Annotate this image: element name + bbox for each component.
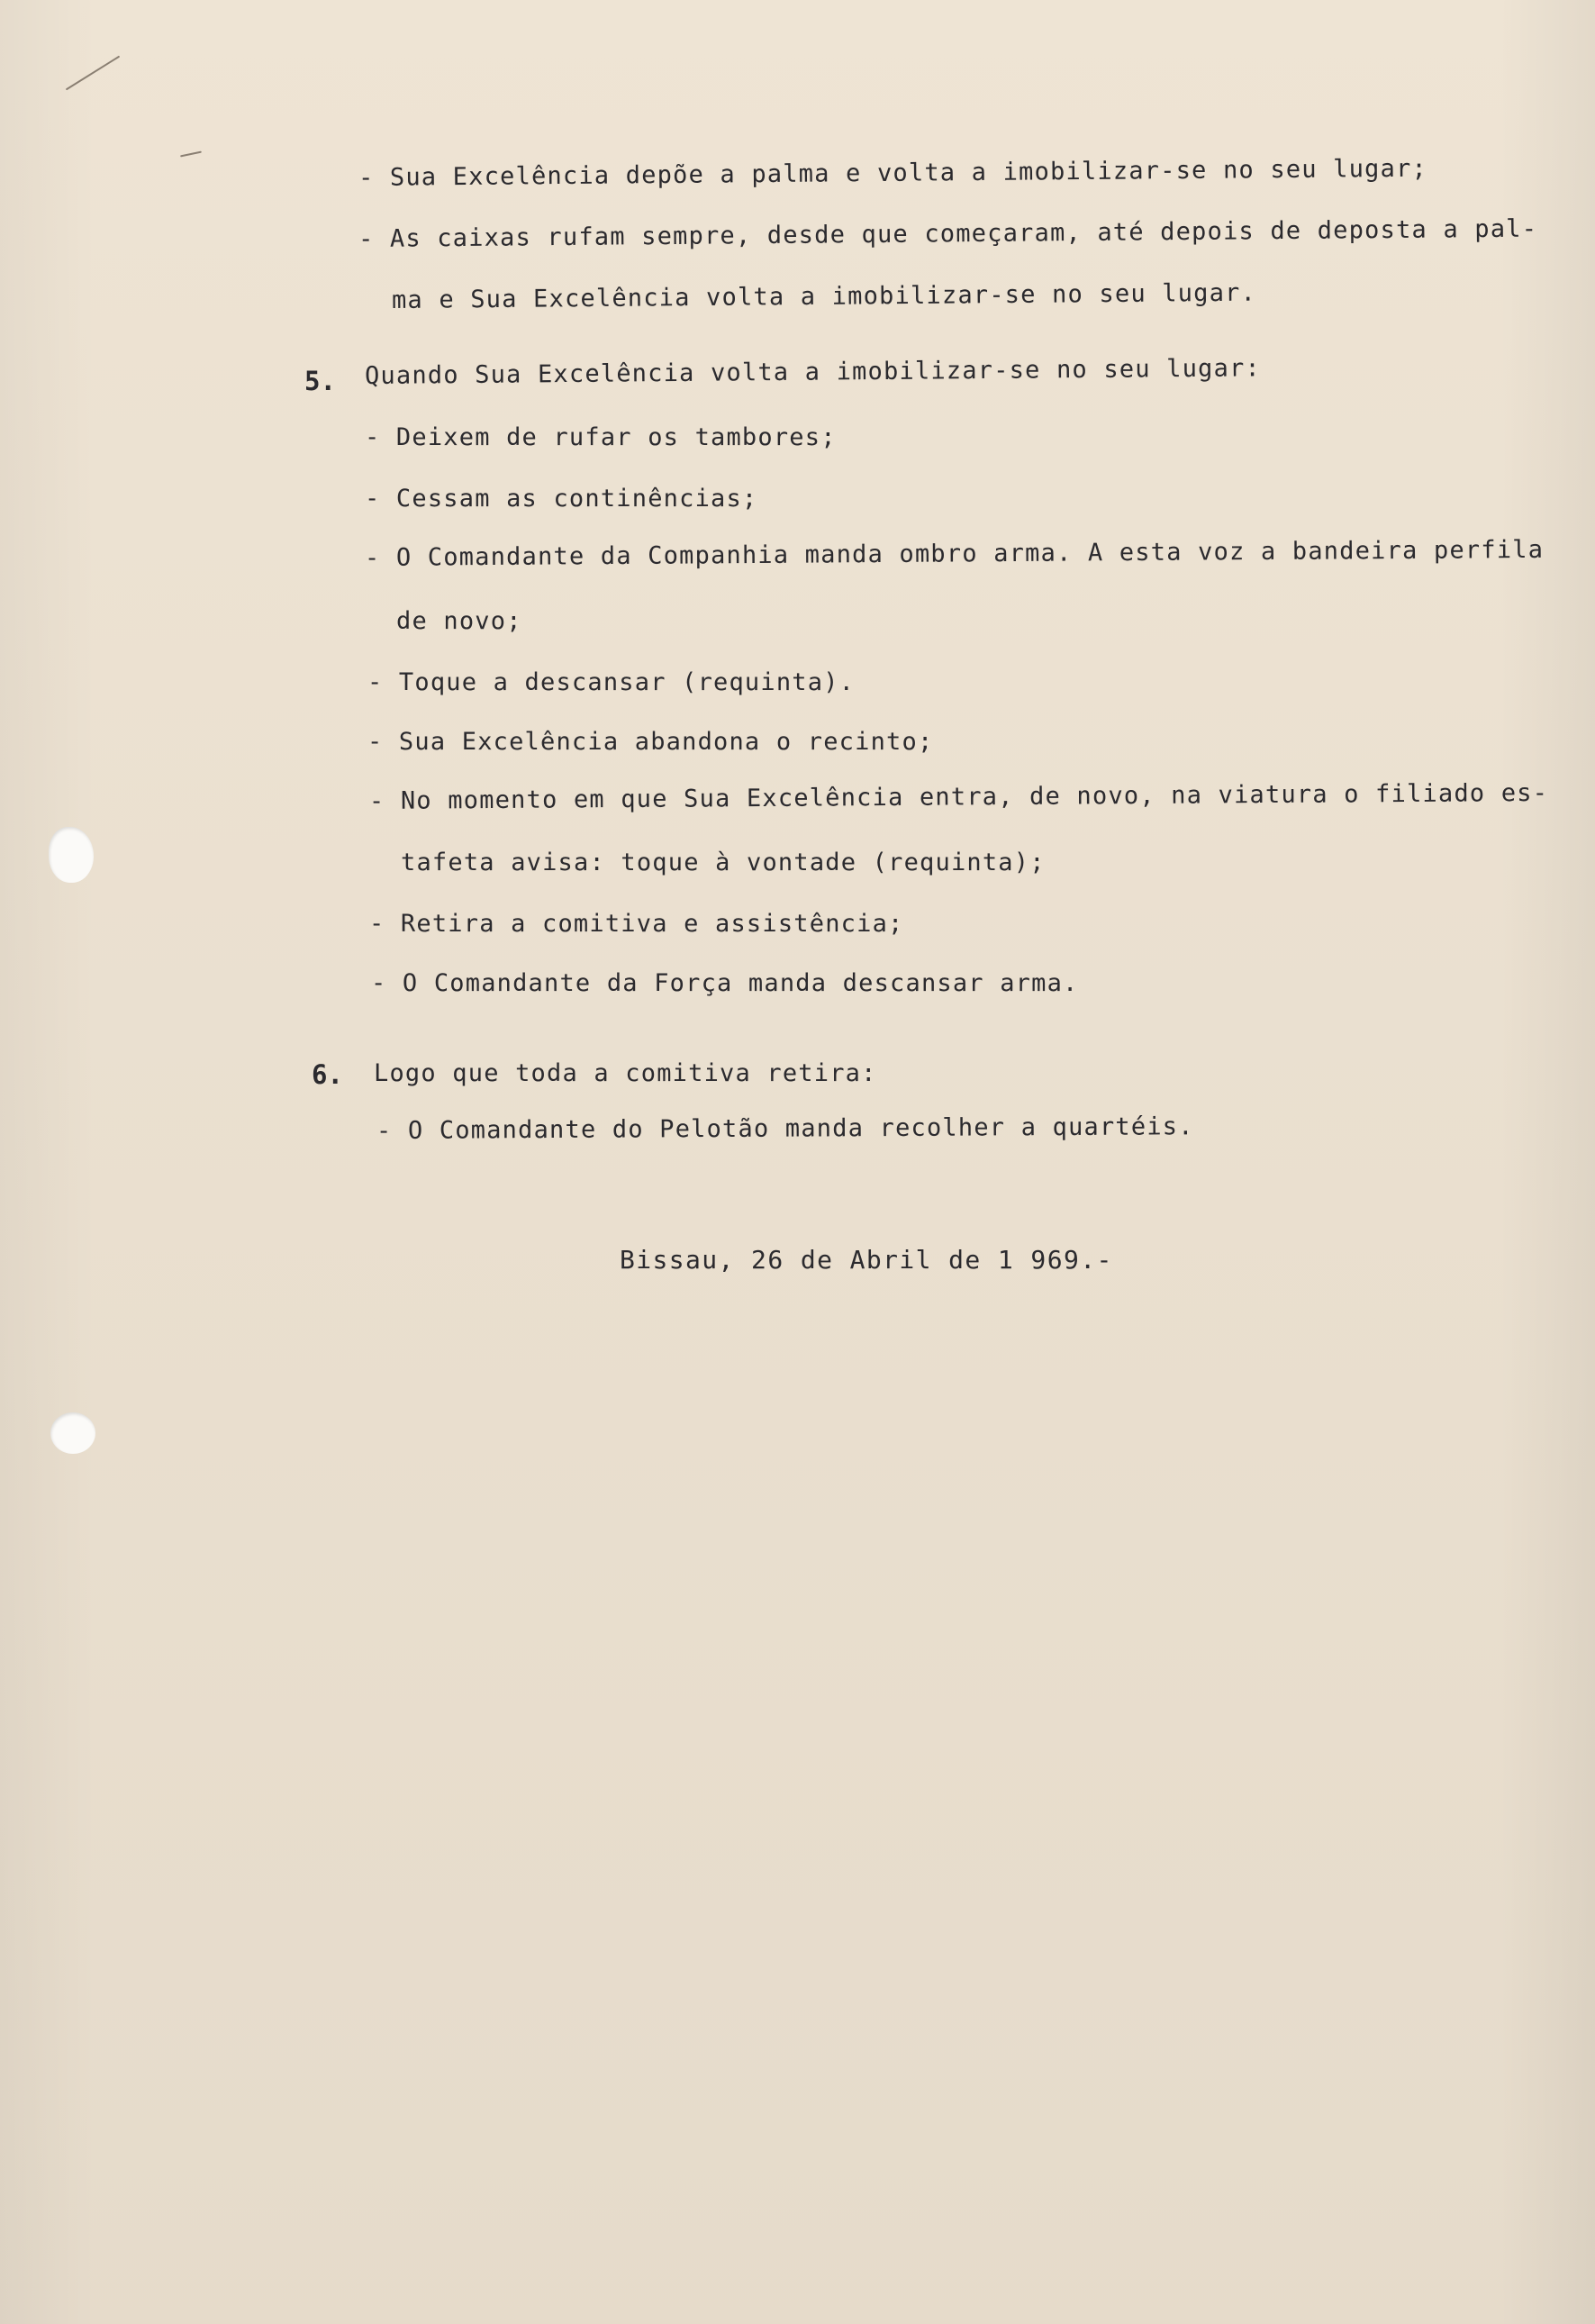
text-line-10: - Sua Excelência abandona o recinto; — [367, 728, 934, 756]
punch-hole-upper — [49, 827, 94, 883]
text-line-5: - Deixem de rufar os tambores; — [365, 423, 837, 451]
text-line-15: Logo que toda a comitiva retira: — [374, 1059, 877, 1087]
text-line-6: - Cessam as continências; — [365, 485, 758, 513]
text-line-8: de novo; — [396, 607, 522, 635]
text-line-2: - As caixas rufam sempre, desde que começaram, até depois de deposta a pal- — [358, 214, 1538, 253]
text-line-9: - Toque a descansar (requinta). — [367, 668, 856, 696]
text-line-11: - No momento em que Sua Excelência entra, de novo, na viatura o filiado es- — [368, 778, 1549, 815]
staple-mark — [180, 151, 202, 158]
text-line-12: tafeta avisa: toque à vontade (requinta); — [401, 849, 1046, 876]
text-line-1: - Sua Excelência depõe a palma e volta a imobilizar-se no seu lugar; — [358, 154, 1428, 192]
text-line-13: - Retira a comitiva e assistência; — [369, 910, 904, 938]
punch-hole-lower — [50, 1412, 95, 1454]
corner-mark — [66, 56, 120, 91]
date-line: Bissau, 26 de Abril de 1 969.- — [620, 1245, 1113, 1275]
text-line-16: - O Comandante do Pelotão manda recolher a quartéis. — [376, 1112, 1194, 1145]
section-number-6: 6. — [312, 1059, 343, 1090]
text-line-14: - O Comandante da Força manda descansar arma. — [371, 969, 1079, 997]
text-line-4: Quando Sua Excelência volta a imobilizar-se no seu lugar: — [364, 354, 1262, 390]
text-line-7: - O Comandante da Companhia manda ombro arma. A esta voz a bandeira perfila — [364, 535, 1545, 572]
text-line-3: ma e Sua Excelência volta a imobilizar-se no seu lugar. — [391, 278, 1257, 314]
section-number-5: 5. — [304, 366, 336, 396]
